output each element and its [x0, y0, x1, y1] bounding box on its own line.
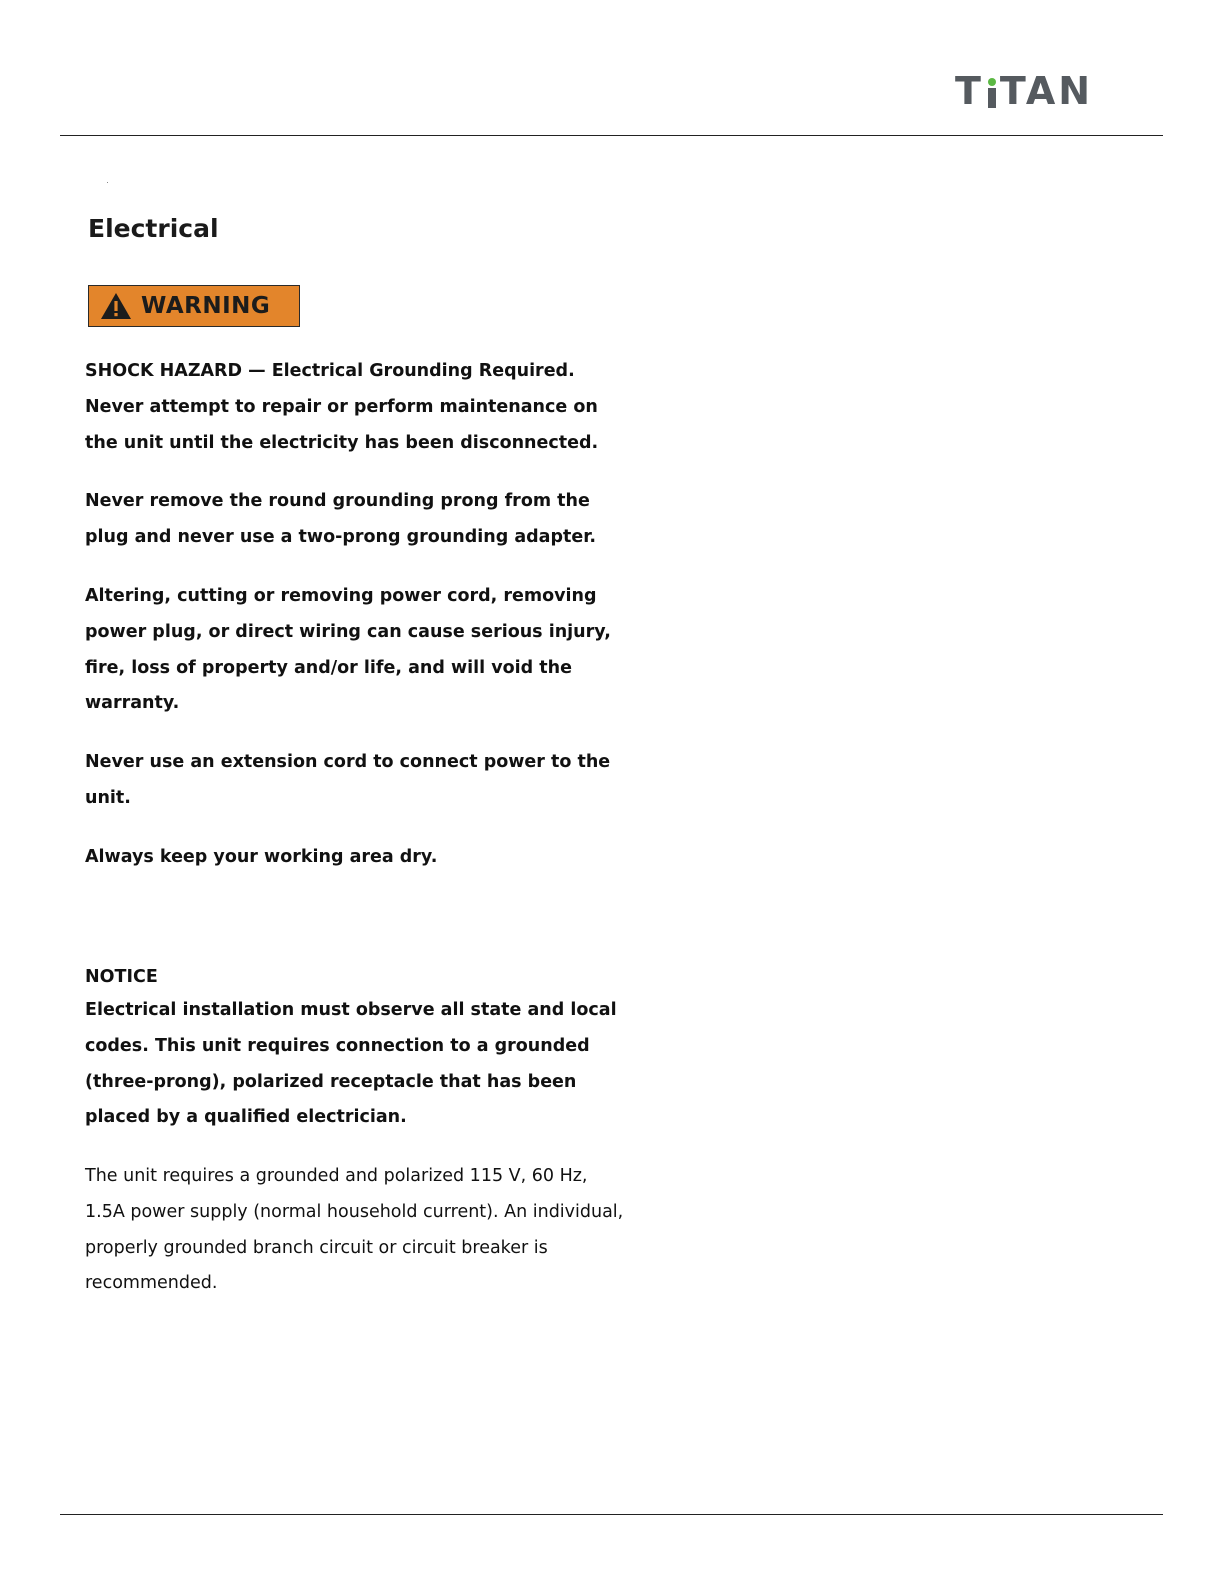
logo-i-glyph: [986, 72, 998, 110]
warning-label: WARNING: [141, 293, 271, 319]
logo-letter-t: T: [955, 69, 984, 113]
footer-divider: [60, 1514, 1163, 1515]
notice-label: NOTICE: [85, 967, 158, 987]
stray-mark: [107, 182, 108, 183]
logo-letters-tan: TAN: [999, 69, 1094, 113]
power-requirements-paragraph: The unit requires a grounded and polarized 115 V, 60 Hz, 1.5A power supply (normal household current). An individual, properly grounded branch circuit or circuit breaker is recommended.: [85, 1166, 624, 1294]
warning-badge: [88, 285, 300, 327]
warning-paragraph-shock-hazard: SHOCK HAZARD — Electrical Grounding Required. Never attempt to repair or perform maintenance on the unit until the electricity has been disconnected.: [85, 361, 599, 453]
notice-paragraph: Electrical installation must observe all state and local codes. This unit requires connection to a grounded (three-prong), polarized receptacle that has been placed by a qualified electrician.: [85, 1000, 617, 1128]
warning-paragraph-grounding-prong: Never remove the round grounding prong from the plug and never use a two-prong grounding adapter.: [85, 491, 597, 547]
titan-logo: [955, 69, 1094, 113]
warning-paragraph-extension-cord: Never use an extension cord to connect power to the unit.: [85, 752, 611, 808]
logo-letter-i: [984, 72, 1000, 110]
warning-paragraph-dry-area: Always keep your working area dry.: [85, 847, 438, 867]
section-title: Electrical: [88, 214, 219, 243]
header-divider: [60, 135, 1163, 136]
warning-triangle-icon: [100, 292, 132, 320]
warning-paragraph-power-cord: Altering, cutting or removing power cord, removing power plug, or direct wiring can cause serious injury, fire, loss of property and/or life, and will void the warranty.: [85, 586, 611, 714]
